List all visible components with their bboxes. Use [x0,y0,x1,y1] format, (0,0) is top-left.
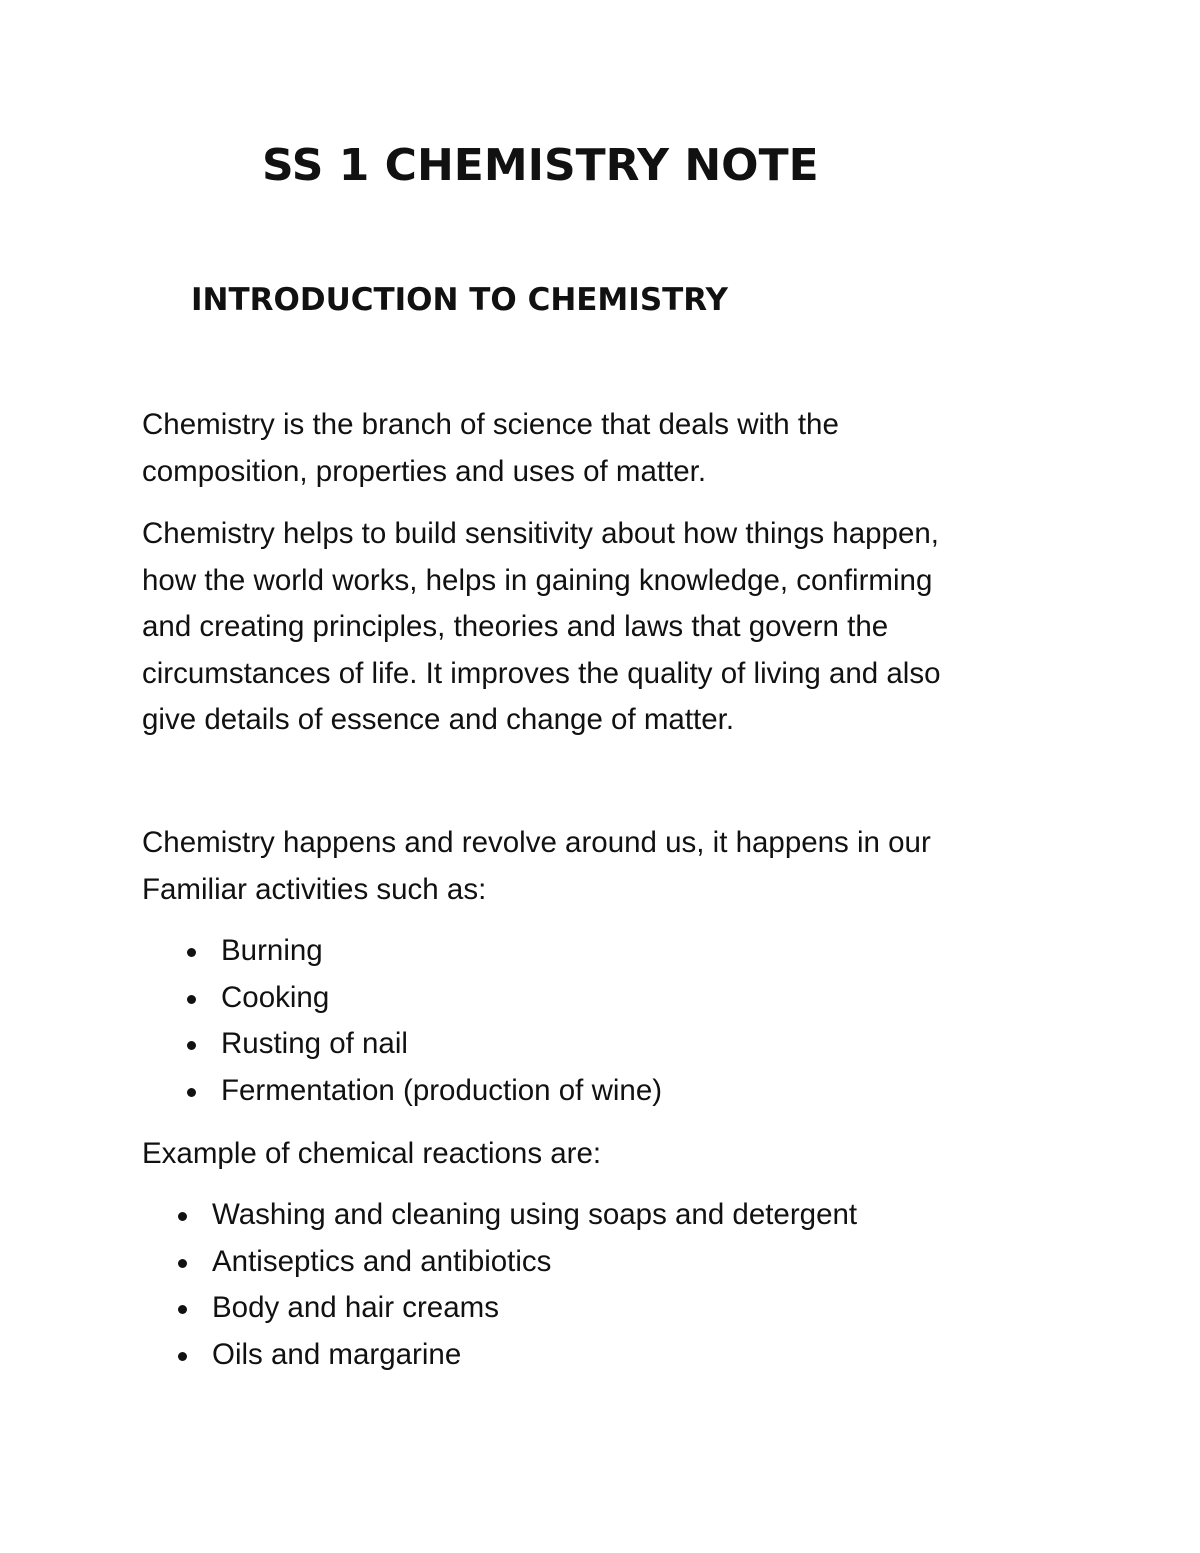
definition-paragraph [142,402,1062,495]
list-item [212,1285,857,1332]
list-item [212,1192,857,1239]
text-line: Example of chemical reactions are: [142,1137,602,1170]
list-item-label: Cooking [221,980,330,1014]
reactions-intro-paragraph [142,1131,1062,1178]
text-line: give details of essence and change of matter. [142,703,735,736]
text-line: how the world works, helps in gaining knowledge, confirming [142,563,933,597]
reactions-list [212,1192,857,1378]
list-item [212,1239,857,1286]
page-title: SS 1 CHEMISTRY NOTE [262,140,819,191]
text-line: Chemistry is the branch of science that deals with the [142,408,839,441]
bullet-icon [187,948,196,957]
text-line: circumstances of life. It improves the quality of living and also [142,656,941,690]
list-item-label: Fermentation (production of wine) [221,1073,663,1107]
bullet-icon [178,1305,187,1314]
activities-intro-paragraph [142,820,1062,913]
list-item [221,975,662,1022]
list-item-label: Burning [221,934,323,967]
list-item-label: Oils and margarine [212,1337,462,1371]
bullet-icon [187,1041,196,1050]
activities-list [221,928,662,1114]
list-item-label: Antiseptics and antibiotics [212,1244,552,1278]
bullet-icon [187,995,196,1004]
text-line: Familiar activities such as: [142,872,487,906]
list-item [221,928,662,975]
list-item-label: Washing and cleaning using soaps and detergent [212,1198,858,1231]
text-line: composition, properties and uses of matter. [142,454,707,488]
bullet-icon [178,1212,187,1221]
list-item [221,1068,662,1115]
list-item-label: Body and hair creams [212,1291,499,1324]
importance-paragraph [142,511,1062,744]
text-line: Chemistry happens and revolve around us, it happens in our [142,826,931,859]
section-heading: INTRODUCTION TO CHEMISTRY [191,282,728,318]
bullet-icon [178,1259,187,1268]
list-item [212,1332,857,1379]
bullet-icon [187,1088,196,1097]
list-item [221,1021,662,1068]
bullet-icon [178,1352,187,1361]
text-line: Chemistry helps to build sensitivity about how things happen, [142,517,939,550]
list-item-label: Rusting of nail [221,1027,408,1060]
text-line: and creating principles, theories and laws that govern the [142,610,889,643]
